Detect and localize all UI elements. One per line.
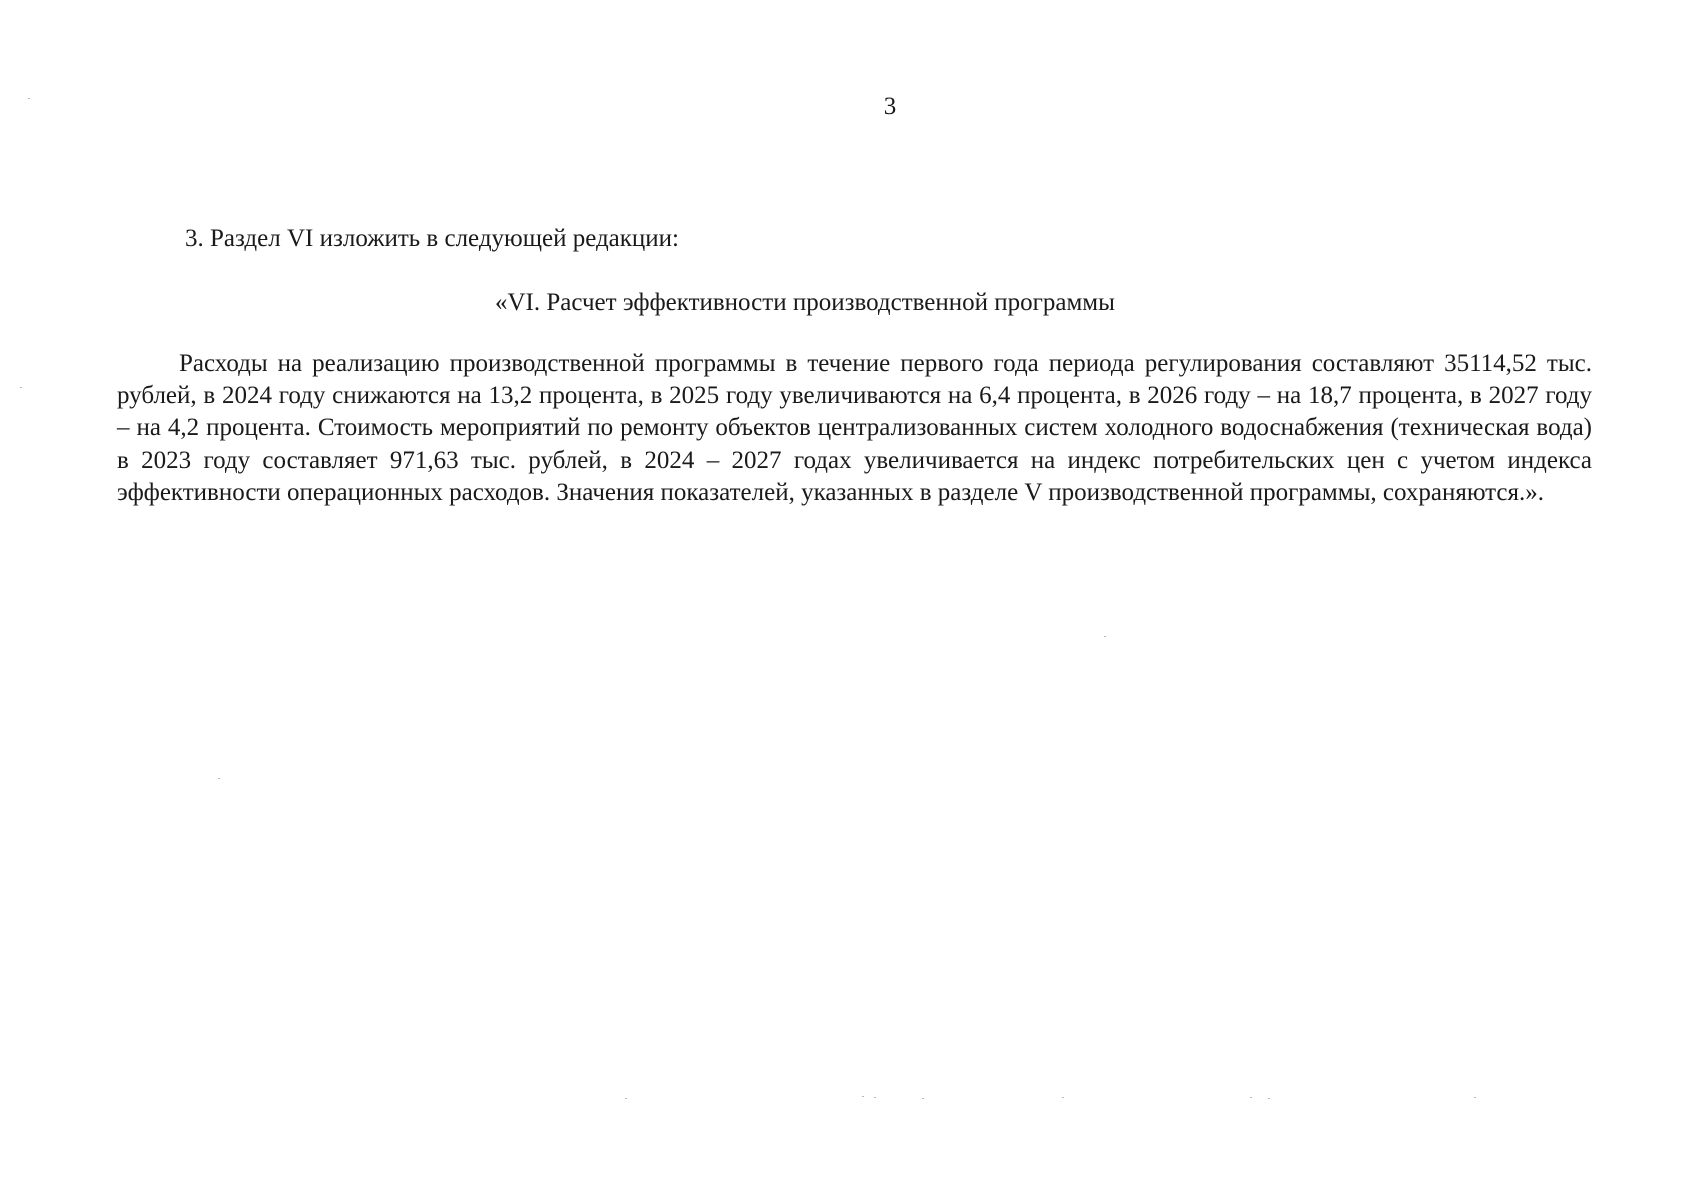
body-paragraph: Расходы на реализацию производственной программы в течение первого года периода регулирования составляют 35114,52 тыс. рублей, в 2024 году снижаются на 13,2 процента, в 2025 году увеличиваются на 6,4 процента, в 2026 году – на 18,7 процента, в 2027 году – на 4,2 процента. Стоимость мероприятий по ремонту объектов централизованных систем холодного водоснабжения (техническая вода) в 2023 году составляет 971,63 тыс. рублей, в 2024 – 2027 годах увеличивается на индекс потребительских цен с учетом индекса эффективности операционных расходов. Значения показателей, указанных в разделе V производственной программы, сохраняются.».: [117, 350, 1592, 506]
page-number: 3: [883, 93, 897, 120]
scan-artifact: [862, 1096, 864, 1097]
scan-artifact: [1104, 636, 1106, 637]
scan-artifact: [20, 387, 22, 388]
scan-artifact: [1062, 1097, 1064, 1098]
scan-artifact: [922, 1098, 924, 1099]
scan-artifact: [28, 98, 30, 99]
item-heading: 3. Раздел VI изложить в следующей редакции:: [185, 225, 680, 252]
section-title: «VI. Расчет эффективности производственной программы: [495, 289, 1115, 316]
scan-artifact: [1250, 1097, 1252, 1098]
scan-artifact: [1268, 1098, 1270, 1099]
scan-artifact: [625, 1098, 627, 1099]
scan-artifact: [218, 778, 220, 779]
scan-artifact: [874, 1097, 876, 1098]
scan-artifact: [1474, 1097, 1476, 1098]
